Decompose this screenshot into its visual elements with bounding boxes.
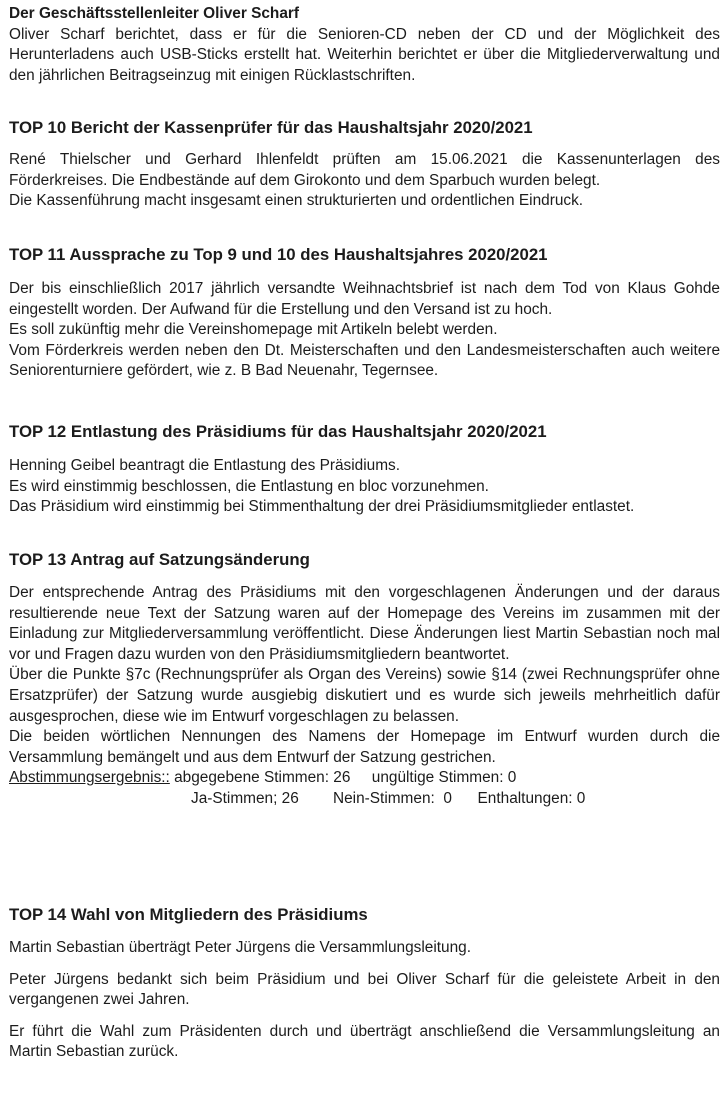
top14-paragraph-1: Martin Sebastian überträgt Peter Jürgens die Versammlungsleitung. (9, 939, 471, 956)
top13-paragraph-2: Über die Punkte §7c (Rechnungsprüfer als Organ des Vereins) sowie §14 (zwei Rechnungsprüfer ohne Ersatzprüfer) der Satzung wurde ausgiebig diskutiert und es wurde sich jeweils mehrheitlich dafür ausgesprochen, diese wie im Entwurf vorgeschlagen zu belassen. (9, 666, 720, 725)
top11-paragraph-1: Der bis einschließlich 2017 jährlich versandte Weihnachtsbrief ist nach dem Tod von Klaus Gohde eingestellt worden. Der Aufwand für die Erstellung und den Versand ist zu hoch. (9, 280, 720, 318)
top11-paragraph-2: Es soll zukünftig mehr die Vereinshomepage mit Artikeln belebt werden. (9, 321, 498, 339)
vote-result-label: Abstimmungsergebnis:: (9, 769, 170, 787)
vote-ja: Ja-Stimmen; 26 (191, 789, 299, 807)
vote-ungueltig: ungültige Stimmen: 0 (371, 769, 517, 787)
top11-paragraph-3: Vom Förderkreis werden neben den Dt. Meisterschaften und den Landesmeisterschaften auch weitere Seniorenturniere gefördert, wie z. B Bad Neuenahr, Tegernsee. (9, 341, 720, 380)
top10-section (9, 118, 720, 212)
top14-section (9, 905, 720, 1063)
top13-paragraph-1: Der entsprechende Antrag des Präsidiums mit den vorgeschlagenen Änderungen und der daraus resultierende neue Text der Satzung waren auf der Homepage des Vereins im zusammen mit der Einladung zur Mitgliederversammlung veröffentlicht. Diese Änderungen liest Martin Sebastian noch mal vor und Fragen dazu wurden von den Präsidiumsmitgliedern beantwortet. (9, 584, 720, 663)
vote-result-row-1 (9, 768, 720, 789)
vote-result-row-2 (9, 789, 720, 810)
top11-section (9, 245, 720, 382)
top14-paragraph-3: Er führt die Wahl zum Präsidenten durch und überträgt anschließend die Versammlungsleitung an Martin Sebastian zurück. (9, 1022, 720, 1061)
vote-enthaltung: Enthaltungen: 0 (477, 789, 586, 807)
vote-nein: Nein-Stimmen: 0 (333, 789, 452, 807)
top10-paragraph-2: Die Kassenführung macht insgesamt einen strukturierten und ordentlichen Eindruck. (9, 192, 584, 210)
top12-section (9, 422, 720, 518)
top12-paragraph-2: Es wird einstimmig beschlossen, die Entlastung en bloc vorzunehmen. (9, 477, 489, 495)
top10-title: TOP 10 Bericht der Kassenprüfer für das Haushaltsjahr 2020/2021 (9, 118, 533, 137)
top12-title: TOP 12 Entlastung des Präsidiums für das Haushaltsjahr 2020/2021 (9, 422, 547, 441)
top12-paragraph-3: Das Präsidium wird einstimmig bei Stimmenthaltung der drei Präsidiumsmitglieder entlastet. (9, 498, 635, 516)
top12-paragraph-1: Henning Geibel beantragt die Entlastung des Präsidiums. (9, 457, 400, 474)
intro-heading: Der Geschäftsstellenleiter Oliver Scharf (9, 5, 299, 22)
top14-paragraph-2: Peter Jürgens bedankt sich beim Präsidium und bei Oliver Scharf für die geleistete Arbeit in den vergangenen zwei Jahren. (9, 970, 720, 1009)
top13-title: TOP 13 Antrag auf Satzungsänderung (9, 550, 310, 569)
top13-section (9, 550, 720, 810)
vote-abgegeben: abgegebene Stimmen: 26 (174, 769, 351, 787)
top11-title: TOP 11 Aussprache zu Top 9 und 10 des Haushaltsjahres 2020/2021 (9, 245, 548, 264)
top13-paragraph-3: Die beiden wörtlichen Nennungen des Namens der Homepage im Entwurf wurden durch die Versammlung bemängelt und aus dem Entwurf der Satzung gestrichen. (9, 728, 720, 766)
top10-paragraph-1: René Thielscher und Gerhard Ihlenfeldt prüften am 15.06.2021 die Kassenunterlagen des Förderkreises. Die Endbestände auf dem Girokonto und dem Sparbuch wurden belegt. (9, 151, 720, 189)
intro-text: Oliver Scharf berichtet, dass er für die Senioren-CD neben der CD und der Möglichkeit des Herunterladens auch USB-Sticks erstellt hat. Weiterhin berichtet er über die Mitgliederverwaltung und den jährlichen Beitragseinzug mit einigen Rücklastschriften. (9, 25, 720, 84)
intro-section (9, 4, 720, 86)
top14-title: TOP 14 Wahl von Mitgliedern des Präsidiums (9, 905, 368, 924)
